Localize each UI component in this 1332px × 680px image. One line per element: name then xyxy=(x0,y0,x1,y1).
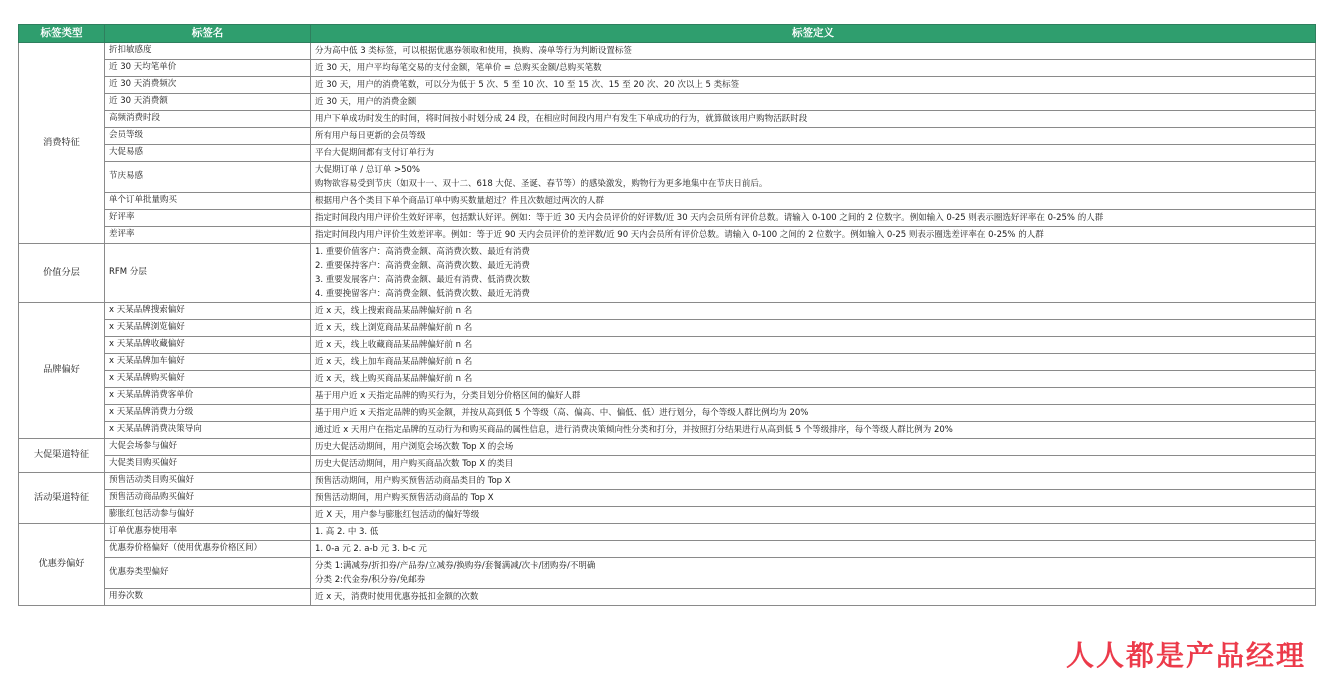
tag-name-cell: 单个订单批量购买 xyxy=(105,193,311,210)
tag-definition-cell xyxy=(311,210,1316,227)
table-row xyxy=(19,354,1316,371)
definition-line: 近 x 天，线上浏览商品某品牌偏好前 n 名 xyxy=(315,323,473,333)
definition-line: 近 30 天，用户的消费金额 xyxy=(315,97,417,107)
tag-definition-cell xyxy=(311,439,1316,456)
definition-line: 用户下单成功时发生的时间，将时间按小时划分成 24 段，在相应时间段内用户有发生下单成功的行为，就算做该用户购物活跃时段 xyxy=(315,114,808,124)
definition-line: 所有用户每日更新的会员等级 xyxy=(315,131,426,141)
tag-definition-cell xyxy=(311,162,1316,193)
tag-definition-cell xyxy=(311,193,1316,210)
table-row xyxy=(19,405,1316,422)
table-row xyxy=(19,244,1316,303)
tag-definition-cell xyxy=(311,43,1316,60)
definition-line: 1. 重要价值客户：高消费金额、高消费次数、最近有消费 xyxy=(315,247,530,257)
tag-definition-cell xyxy=(311,388,1316,405)
table-row xyxy=(19,111,1316,128)
tag-definition-cell xyxy=(311,320,1316,337)
tag-name-cell: 会员等级 xyxy=(105,128,311,145)
tag-name-cell: x 天某品牌搜索偏好 xyxy=(105,303,311,320)
tag-name-cell: 订单优惠券使用率 xyxy=(105,524,311,541)
tag-type-cell: 活动渠道特征 xyxy=(19,473,105,524)
tag-definition-cell xyxy=(311,473,1316,490)
tag-name-cell: 大促易感 xyxy=(105,145,311,162)
tag-definition-cell xyxy=(311,111,1316,128)
table-row xyxy=(19,60,1316,77)
definition-line: 预售活动期间，用户购买预售活动商品类目的 Top X xyxy=(315,476,511,486)
tag-definition-cell xyxy=(311,422,1316,439)
tag-type-cell: 大促渠道特征 xyxy=(19,439,105,473)
definition-line: 指定时间段内用户评价生效差评率。例如：等于近 90 天内会员评价的差评数/近 90 天内会员所有评价总数。请输入 0-100 之间的 2 位数字。例如输入 0-25 则表示圈选差评率在 0-25% 的人群 xyxy=(315,230,1044,240)
tag-name-cell: 优惠券类型偏好 xyxy=(105,558,311,589)
tag-name-cell: x 天某品牌收藏偏好 xyxy=(105,337,311,354)
table-row xyxy=(19,439,1316,456)
tag-type-cell: 优惠券偏好 xyxy=(19,524,105,606)
header-tag-type: 标签类型 xyxy=(19,25,105,43)
tag-name-cell: x 天某品牌购买偏好 xyxy=(105,371,311,388)
definition-line: 分类 1:满减券/折扣券/产品券/立减券/换购券/套餐满减/次卡/团购券/不明确 xyxy=(315,561,596,571)
table-row xyxy=(19,77,1316,94)
definition-line: 分类 2:代金券/积分券/免邮券 xyxy=(315,575,426,585)
header-tag-name: 标签名 xyxy=(105,25,311,43)
definition-line: 大促期订单 / 总订单 >50% xyxy=(315,165,420,175)
definition-line: 预售活动期间，用户购买预售活动商品的 Top X xyxy=(315,493,494,503)
table-row xyxy=(19,422,1316,439)
definition-line: 历史大促活动期间，用户购买商品次数 Top X 的类目 xyxy=(315,459,514,469)
table-row xyxy=(19,490,1316,507)
table-row xyxy=(19,210,1316,227)
tag-name-cell: 优惠券价格偏好（使用优惠券价格区间） xyxy=(105,541,311,558)
table-row xyxy=(19,507,1316,524)
tag-definition-cell xyxy=(311,244,1316,303)
tag-name-cell: x 天某品牌浏览偏好 xyxy=(105,320,311,337)
tag-name-cell: 大促会场参与偏好 xyxy=(105,439,311,456)
table-row xyxy=(19,371,1316,388)
tag-name-cell: 好评率 xyxy=(105,210,311,227)
tag-definition-cell xyxy=(311,60,1316,77)
tag-name-cell: 预售活动类目购买偏好 xyxy=(105,473,311,490)
definition-line: 2. 重要保持客户：高消费金额、高消费次数、最近无消费 xyxy=(315,261,530,271)
table-row xyxy=(19,227,1316,244)
tag-definition-cell xyxy=(311,337,1316,354)
definition-line: 近 x 天，线上购买商品某品牌偏好前 n 名 xyxy=(315,374,473,384)
table-row xyxy=(19,320,1316,337)
definition-line: 3. 重要发展客户：高消费金额、最近有消费、低消费次数 xyxy=(315,275,530,285)
table-row xyxy=(19,558,1316,589)
table-row xyxy=(19,388,1316,405)
definition-line: 近 x 天，线上收藏商品某品牌偏好前 n 名 xyxy=(315,340,473,350)
table-body xyxy=(19,43,1316,606)
table-row xyxy=(19,456,1316,473)
tag-definition-cell xyxy=(311,507,1316,524)
tag-type-cell: 价值分层 xyxy=(19,244,105,303)
tag-definition-cell xyxy=(311,405,1316,422)
tag-type-cell: 消费特征 xyxy=(19,43,105,244)
tag-name-cell: 节庆易感 xyxy=(105,162,311,193)
tag-name-cell: x 天某品牌消费力分级 xyxy=(105,405,311,422)
definition-line: 平台大促期间都有支付订单行为 xyxy=(315,148,435,158)
tag-name-cell: RFM 分层 xyxy=(105,244,311,303)
definition-line: 近 30 天，用户的消费笔数，可以分为低于 5 次、5 至 10 次、10 至 15 次、15 至 20 次、20 次以上 5 类标签 xyxy=(315,80,740,90)
tag-definition-cell xyxy=(311,128,1316,145)
tag-name-cell: x 天某品牌加车偏好 xyxy=(105,354,311,371)
definition-line: 近 30 天，用户平均每笔交易的支付金额，笔单价 = 总购买金额/总购买笔数 xyxy=(315,63,602,73)
tag-name-cell: 近 30 天消费频次 xyxy=(105,77,311,94)
tag-definition-cell xyxy=(311,558,1316,589)
tag-name-cell: 用券次数 xyxy=(105,589,311,606)
tag-definition-cell xyxy=(311,94,1316,111)
tag-name-cell: 高频消费时段 xyxy=(105,111,311,128)
tag-name-cell: 差评率 xyxy=(105,227,311,244)
tag-definition-cell xyxy=(311,77,1316,94)
tag-definition-table xyxy=(18,24,1316,606)
tag-definition-cell xyxy=(311,589,1316,606)
tag-definition-cell xyxy=(311,371,1316,388)
definition-line: 历史大促活动期间，用户浏览会场次数 Top X 的会场 xyxy=(315,442,514,452)
table-row xyxy=(19,524,1316,541)
header-tag-definition: 标签定义 xyxy=(311,25,1316,43)
tag-name-cell: 折扣敏感度 xyxy=(105,43,311,60)
tag-type-cell: 品牌偏好 xyxy=(19,303,105,439)
definition-line: 购物欲容易受到节庆（如双十一、双十二、618 大促、圣诞、春节等）的感染激发，购物行为更多地集中在节庆日前后。 xyxy=(315,179,768,189)
table-row xyxy=(19,94,1316,111)
definition-line: 4. 重要挽留客户：高消费金额、低消费次数、最近无消费 xyxy=(315,289,530,299)
definition-line: 基于用户近 x 天指定品牌的购买行为，分类目划分价格区间的偏好人群 xyxy=(315,391,581,401)
tag-name-cell: 近 30 天均笔单价 xyxy=(105,60,311,77)
table-row xyxy=(19,43,1316,60)
definition-line: 指定时间段内用户评价生效好评率，包括默认好评。例如：等于近 30 天内会员评价的好评数/近 30 天内会员所有评价总数。请输入 0-100 之间的 2 位数字。例如输入 0-25 则表示圈选好评率在 0-25% 的人群 xyxy=(315,213,1104,223)
table-row xyxy=(19,128,1316,145)
definition-line: 近 x 天，消费时使用优惠券抵扣金额的次数 xyxy=(315,592,479,602)
tag-definition-cell xyxy=(311,145,1316,162)
table-row xyxy=(19,473,1316,490)
table-row xyxy=(19,589,1316,606)
tag-definition-cell xyxy=(311,354,1316,371)
tag-definition-cell xyxy=(311,303,1316,320)
definition-line: 分为高中低 3 类标签，可以根据优惠券领取和使用，换购、凑单等行为判断设置标签 xyxy=(315,46,632,56)
table-row xyxy=(19,162,1316,193)
definition-line: 近 X 天，用户参与膨胀红包活动的偏好等级 xyxy=(315,510,480,520)
tag-name-cell: 近 30 天消费额 xyxy=(105,94,311,111)
definition-line: 1. 高 2. 中 3. 低 xyxy=(315,527,379,537)
definition-line: 近 x 天，线上搜索商品某品牌偏好前 n 名 xyxy=(315,306,473,316)
table-row xyxy=(19,193,1316,210)
table-header-row xyxy=(19,25,1316,43)
definition-line: 近 x 天，线上加车商品某品牌偏好前 n 名 xyxy=(315,357,473,367)
tag-name-cell: x 天某品牌消费客单价 xyxy=(105,388,311,405)
definition-line: 通过近 x 天用户在指定品牌的互动行为和购买商品的属性信息，进行消费决策倾向性分类和打分，并按照打分结果进行从高到低 5 个等级排序，每个等级人群比例为 20% xyxy=(315,425,953,435)
tag-definition-cell xyxy=(311,456,1316,473)
table-row xyxy=(19,541,1316,558)
tag-definition-cell xyxy=(311,227,1316,244)
watermark-logo: 人人都是产品经理 xyxy=(1065,639,1306,672)
table-row xyxy=(19,303,1316,320)
table-row xyxy=(19,145,1316,162)
definition-line: 1. 0-a 元 2. a-b 元 3. b-c 元 xyxy=(315,544,427,554)
tag-definition-cell xyxy=(311,524,1316,541)
table-row xyxy=(19,337,1316,354)
tag-name-cell: 预售活动商品购买偏好 xyxy=(105,490,311,507)
tag-definition-cell xyxy=(311,490,1316,507)
definition-line: 根据用户各个类目下单个商品订单中购买数量超过？件且次数超过两次的人群 xyxy=(315,196,605,206)
tag-definition-cell xyxy=(311,541,1316,558)
tag-name-cell: x 天某品牌消费决策导向 xyxy=(105,422,311,439)
definition-line: 基于用户近 x 天指定品牌的购买金额，并按从高到低 5 个等级（高、偏高、中、偏低、低）进行划分，每个等级人群比例均为 20% xyxy=(315,408,809,418)
tag-name-cell: 膨胀红包活动参与偏好 xyxy=(105,507,311,524)
tag-name-cell: 大促类目购买偏好 xyxy=(105,456,311,473)
